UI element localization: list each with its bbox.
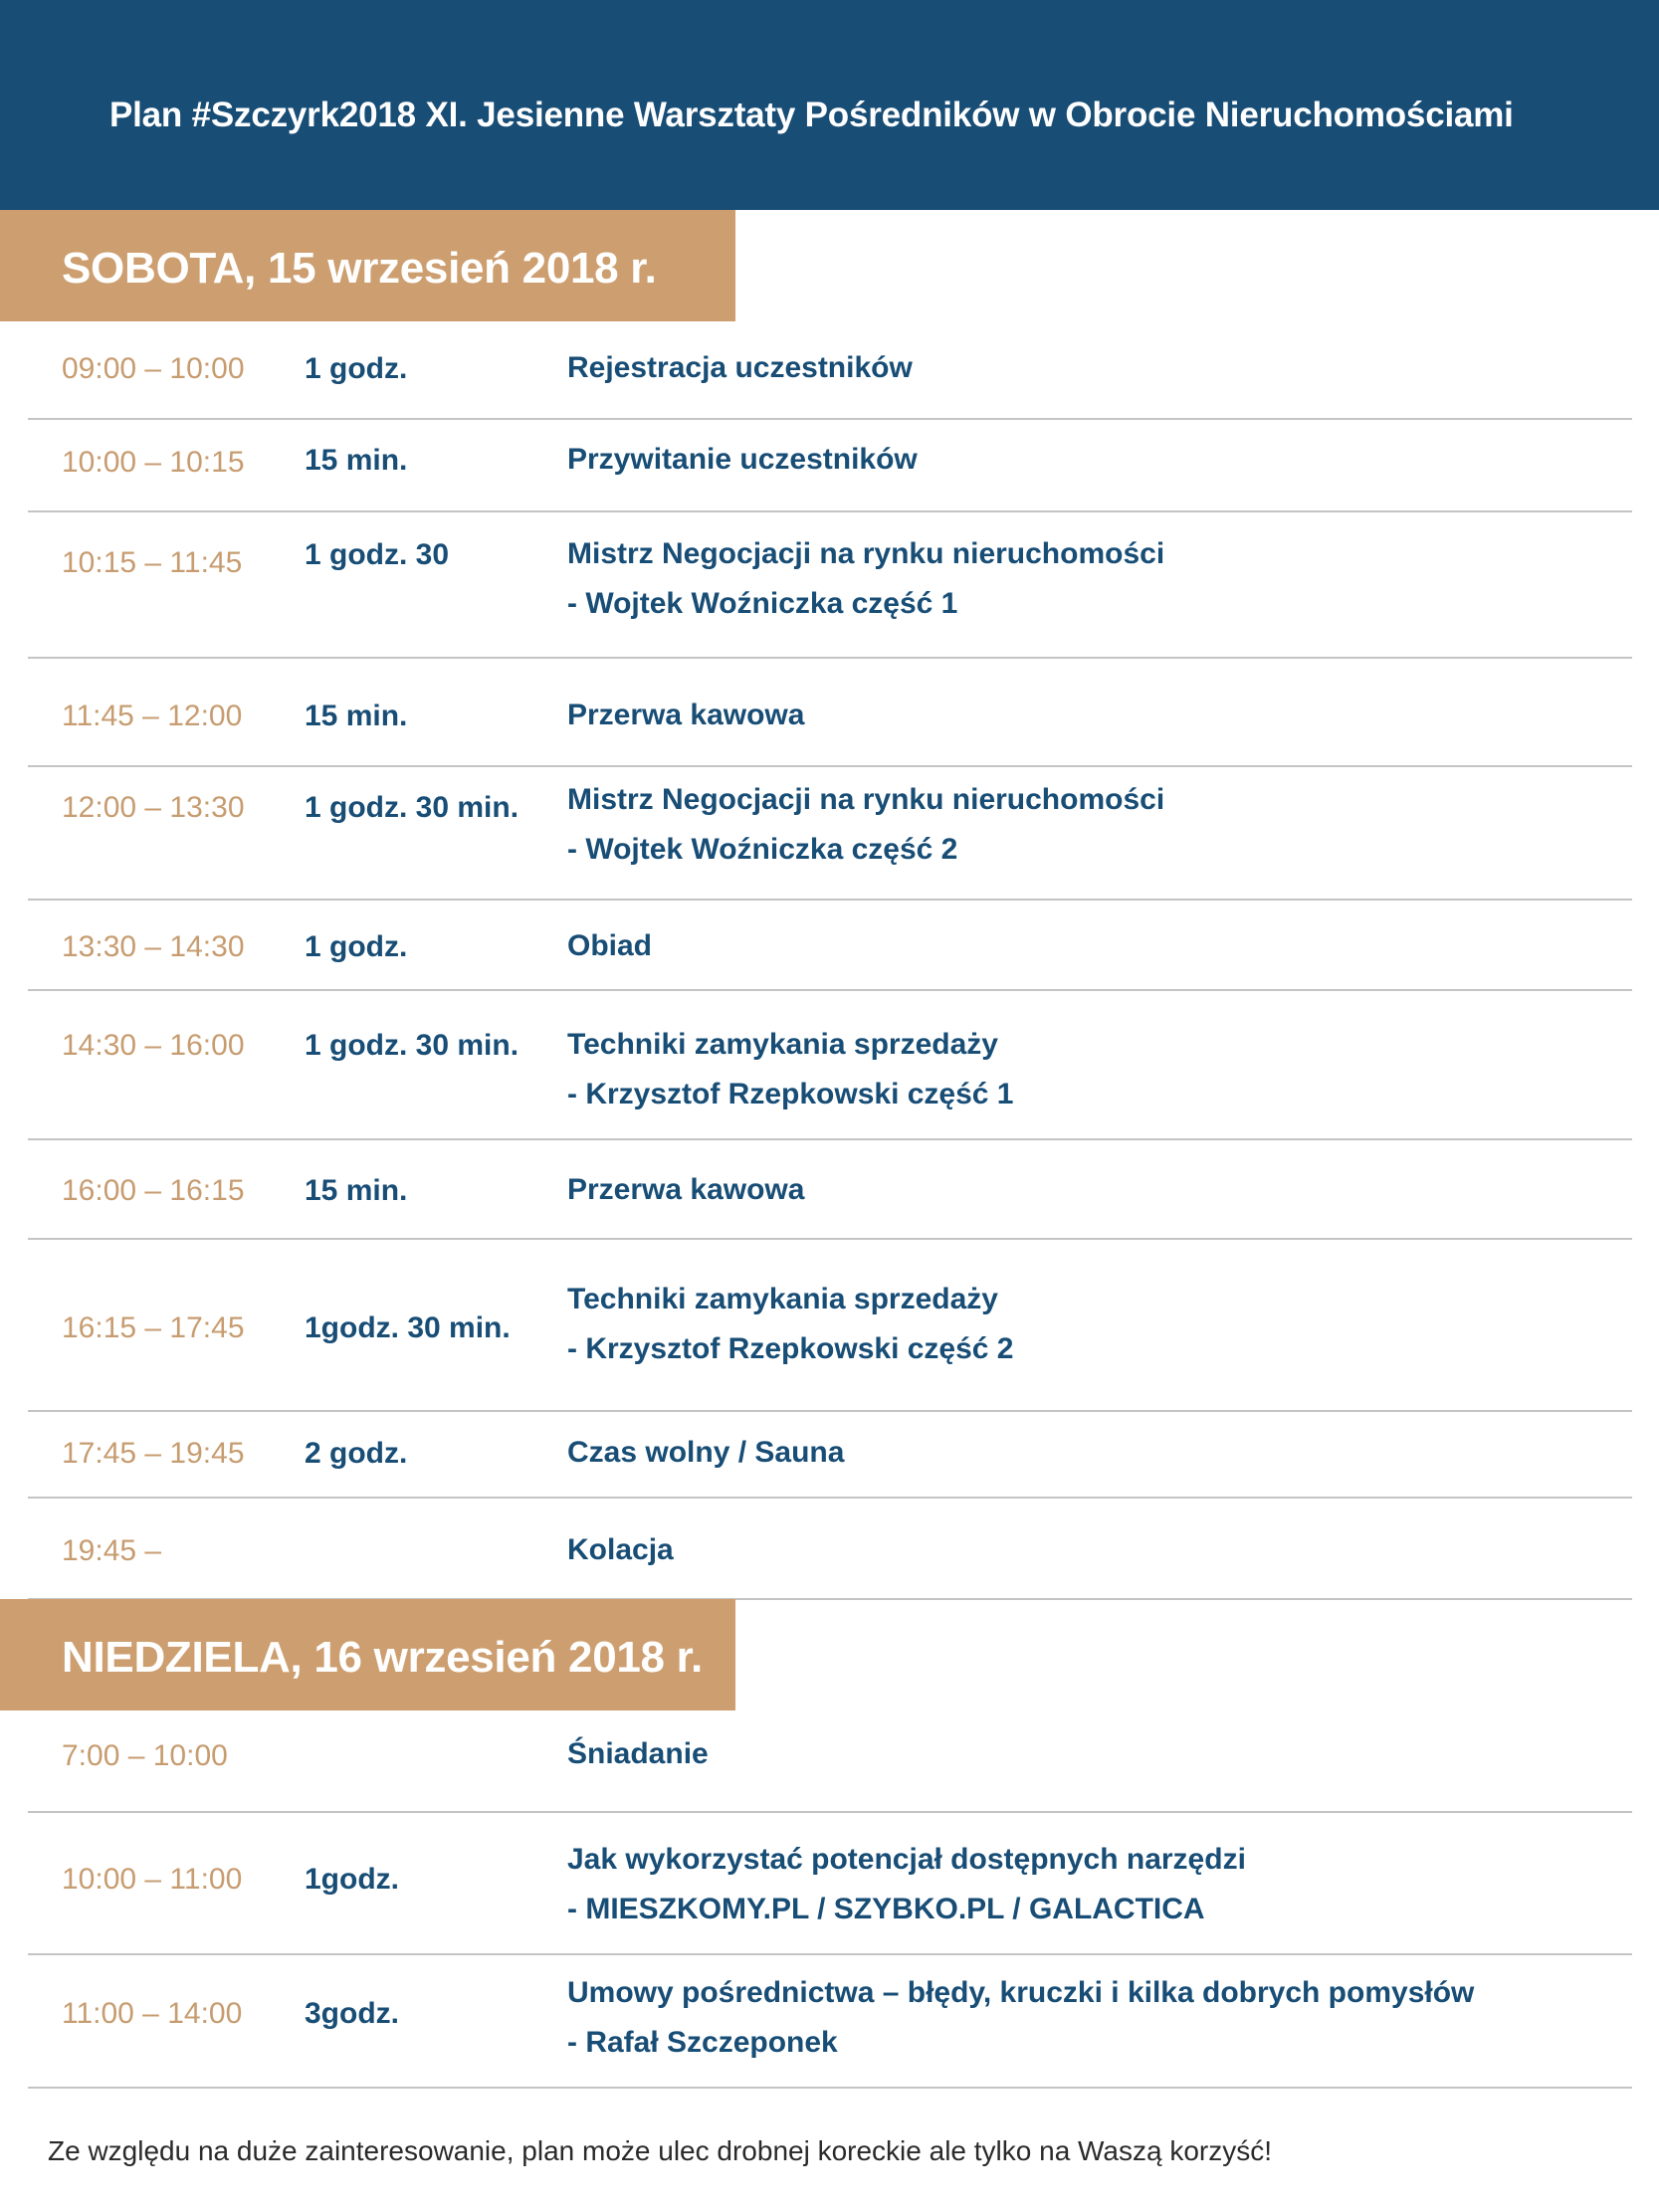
row-time: 11:45 – 12:00 [62,700,243,732]
row-divider [28,2087,1632,2089]
row-activity: Rejestracja uczestników [567,351,913,384]
row-activity-line1: Techniki zamykania sprzedaży [567,1283,998,1315]
row-activity-line2: - Krzysztof Rzepkowski część 2 [567,1332,1014,1365]
row-activity: Kolacja [567,1533,674,1566]
row-activity-line2: - Krzysztof Rzepkowski część 1 [567,1078,1014,1110]
row-duration: 1 godz. 30 min. [305,1029,519,1062]
row-time: 19:45 – [62,1534,162,1567]
row-time: 17:45 – 19:45 [62,1437,245,1470]
row-activity-line2: - Wojtek Woźniczka część 2 [567,833,958,866]
row-activity: Śniadanie [567,1737,709,1770]
row-divider [28,510,1632,512]
row-divider [28,1953,1632,1955]
row-activity-line2: - Rafał Szczeponek [567,2026,838,2059]
row-activity-line1: Jak wykorzystać potencjał dostępnych narzędzi [567,1843,1246,1876]
row-time: 09:00 – 10:00 [62,352,245,385]
footer-note: Ze względu na duże zainteresowanie, plan może ulec drobnej koreckie ale tylko na Waszą korzyść! [48,2135,1273,2166]
row-duration: 15 min. [305,444,408,477]
row-divider [28,989,1632,991]
row-activity: Przerwa kawowa [567,699,805,731]
row-divider [28,1811,1632,1813]
row-time: 10:15 – 11:45 [62,546,243,579]
day-header-sunday [0,1599,735,1710]
row-time: 16:15 – 17:45 [62,1311,245,1344]
row-time: 10:00 – 10:15 [62,446,245,479]
row-duration: 1 godz. [305,352,408,385]
row-divider [28,657,1632,659]
row-activity-line1: Mistrz Negocjacji na rynku nieruchomości [567,537,1165,570]
row-duration: 15 min. [305,700,408,732]
row-duration: 1 godz. 30 [305,538,450,571]
row-duration: 1 godz. 30 min. [305,791,519,824]
row-divider [28,899,1632,901]
row-duration: 1 godz. [305,930,408,963]
row-time: 13:30 – 14:30 [62,930,245,963]
row-divider [28,1410,1632,1412]
row-divider [28,418,1632,420]
row-activity-line2: - MIESZKOMY.PL / SZYBKO.PL / GALACTICA [567,1893,1205,1925]
row-duration: 3godz. [305,1997,399,2030]
row-time: 16:00 – 16:15 [62,1174,245,1207]
row-activity-line1: Mistrz Negocjacji na rynku nieruchomości [567,783,1165,816]
page-title: Plan #Szczyrk2018 XI. Jesienne Warsztaty Pośredników w Obrocie Nieruchomościami [109,96,1514,134]
row-duration: 1godz. 30 min. [305,1311,511,1344]
day-title: SOBOTA, 15 wrzesień 2018 r. [62,244,657,293]
row-time: 12:00 – 13:30 [62,791,245,824]
row-time: 14:30 – 16:00 [62,1029,245,1062]
row-duration: 2 godz. [305,1437,408,1470]
row-activity-line2: - Wojtek Woźniczka część 1 [567,587,958,620]
row-activity: Przywitanie uczestników [567,443,918,476]
row-activity: Przerwa kawowa [567,1173,805,1206]
row-divider [28,1497,1632,1499]
row-duration: 15 min. [305,1174,408,1207]
row-time: 11:00 – 14:00 [62,1997,243,2030]
row-activity: Obiad [567,929,653,962]
day-title: NIEDZIELA, 16 wrzesień 2018 r. [62,1633,703,1682]
row-time: 10:00 – 11:00 [62,1863,243,1896]
header-banner [0,0,1659,210]
row-divider [28,1238,1632,1240]
row-divider [28,1138,1632,1140]
day-header-saturday [0,210,735,321]
row-activity-line1: Umowy pośrednictwa – błędy, kruczki i kilka dobrych pomysłów [567,1976,1475,2009]
row-duration: 1godz. [305,1863,399,1896]
row-time: 7:00 – 10:00 [62,1739,228,1772]
row-activity: Czas wolny / Sauna [567,1436,845,1469]
row-divider [28,765,1632,767]
row-activity-line1: Techniki zamykania sprzedaży [567,1028,998,1061]
